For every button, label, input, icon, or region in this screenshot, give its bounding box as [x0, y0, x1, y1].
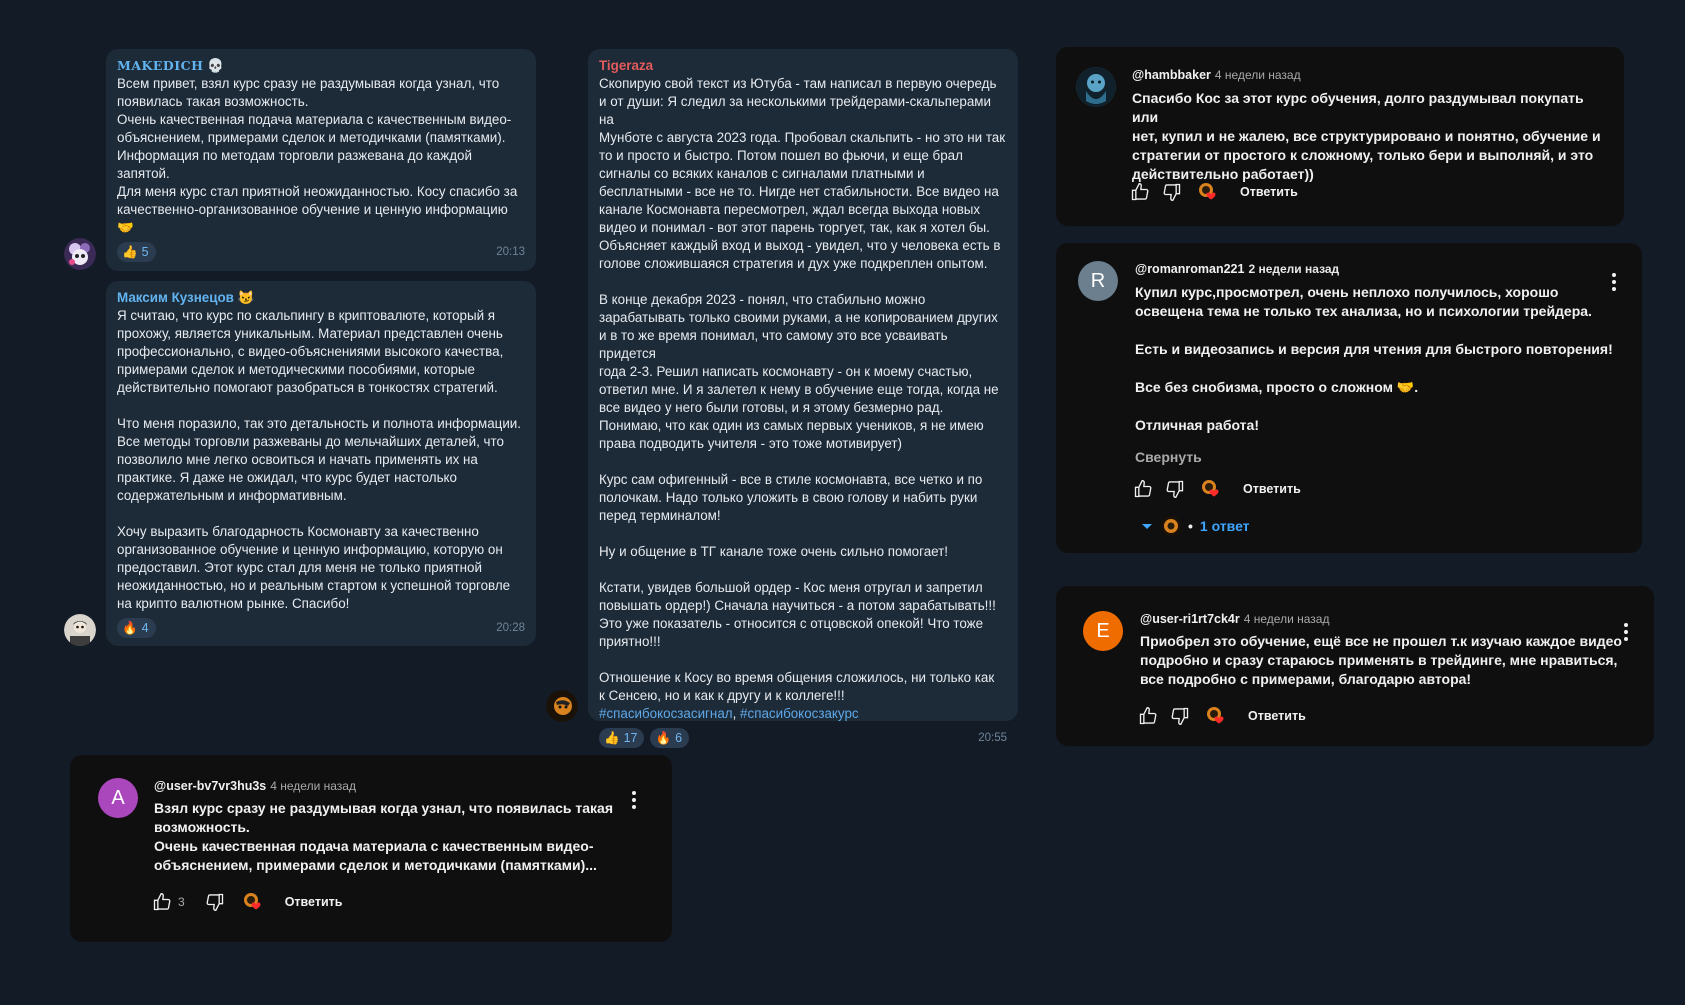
handshake-emoji: 🤝: [117, 220, 134, 235]
fire-emoji-icon: 🔥: [122, 621, 138, 635]
avatar-user-ri1rt7ck4r[interactable]: E: [1083, 611, 1123, 651]
like-button[interactable]: [1131, 477, 1155, 501]
reaction-count: 17: [623, 731, 638, 745]
comment-header: [154, 779, 356, 793]
message-text: Всем привет, взял курс сразу не раздумывая когда узнал, что появилась такая возможность. Очень качественная подача материала с качественным видео- объяснением, примерами сделок и методичками (памятками). Информация по методам торговли разжевана до каждой запятой. Для меня курс стал приятной неожиданностью. Косу спасибо за качественно-организованное обучение и ценную информацию: [117, 76, 518, 217]
comment-text: Купил курс,просмотрел, очень неплохо получилось, хорошо освещена тема не только тех анализа, но и психологии трейдера. Есть и видеозапись и версия для чтения для быстрого повторения! Все без снобизма, просто о сложном 🤝. Отличная работа!: [1135, 284, 1613, 433]
replies-toggle[interactable]: [1140, 516, 1250, 536]
hashtag-separator: ,: [732, 706, 741, 721]
comment-actions: [1128, 180, 1298, 204]
comment-text: Приобрел это обучение, ещё все не прошел т.к изучаю каждое видео подробно и сразу стараюсь применять в трейдинге, мне нравиться, все подробно с примерами, благодарю автора!: [1140, 633, 1622, 687]
dislike-button[interactable]: [1168, 704, 1192, 728]
like-button[interactable]: [1128, 180, 1152, 204]
message-author[interactable]: [117, 289, 525, 307]
cat-emoji-icon: 😼: [237, 290, 255, 305]
creator-heart-icon: [241, 890, 265, 914]
thumbs-up-emoji-icon: 👍: [604, 731, 620, 745]
avatar-tigeraza[interactable]: [546, 690, 578, 722]
message-bubble-maksim: [106, 281, 536, 646]
comment-text: Спасибо Кос за этот курс обучения, долго раздумывал покупать или нет, купил и не жалею, все структурировано и понятно, обучение и стратегии от простого к сложному, только бери и выполняй, и это действительно работает)): [1132, 90, 1601, 182]
like-count: 3: [178, 895, 185, 909]
hashtag-link[interactable]: #спасибокосзакурс: [740, 706, 859, 721]
handshake-emoji: 🤝: [1396, 379, 1415, 395]
author-name: Максим Кузнецов: [117, 290, 234, 305]
dislike-button[interactable]: [1160, 180, 1184, 204]
thumbs-up-emoji-icon: 👍: [122, 245, 138, 259]
comment-body: Купил курс,просмотрел, очень неплохо получилось, хорошо освещена тема не только тех анализа, но и психологии трейдера. Есть и видеозапись и версия для чтения для быстрого повторения! Все без снобизма, просто о сложном: [1135, 284, 1613, 395]
yt-comment-card: [1056, 47, 1624, 226]
comment-author[interactable]: @user-ri1rt7ck4r: [1140, 612, 1240, 626]
comment-time[interactable]: 4 недели назад: [1243, 612, 1330, 626]
avatar-hambbaker[interactable]: [1076, 67, 1116, 107]
bullet-separator: •: [1188, 518, 1193, 534]
thumbs-up-icon: [152, 892, 172, 912]
comment-text: Взял курс сразу не раздумывая когда узнал, что появилась такая возможность. Очень качественная подача материала с качественным видео- объяснением, примерами сделок и методичками (памятками)...: [154, 800, 613, 873]
reaction-fire[interactable]: [117, 618, 156, 638]
comment-time[interactable]: 4 недели назад: [1214, 68, 1301, 82]
yt-comment-card: [1056, 586, 1654, 746]
thumbs-up-icon: [1130, 182, 1150, 202]
message-text: Я считаю, что курс по скальпингу в криптовалюте, который я прохожу, является уникальным. Материал представлен очень профессионально, с видео-объяснениями высокого качества, примерами сделок и методическими пособиями, которые действительно помогают разобраться в тонкостях стратегий. Что меня поразило, так это детальность и полнота информации. Все методы торговли разжеваны до мельчайших деталей, что позволило мне легко освоиться и начать применять их на практике. Я даже не ожидал, что курс будет настолько содержательным и информативным. Хочу выразить благодарность Космонавту за качественно организованное обучение и ценную информацию, которую он предоставил. Этот курс стал для меня не только приятной неожиданностью, но и реальным стартом к успешной торговле на крипто валютном рынке. Спасибо!: [117, 308, 522, 611]
comment-time[interactable]: 2 недели назад: [1248, 262, 1340, 276]
message-time: 20:55: [978, 732, 1007, 744]
author-name: Tigeraza: [599, 58, 654, 73]
dislike-button[interactable]: [203, 890, 227, 914]
comment-header: [1140, 612, 1329, 626]
avatar-makedich[interactable]: [64, 238, 96, 270]
hashtag-link[interactable]: #спасибокосзасигнал: [599, 706, 733, 721]
hashtags: [599, 705, 1007, 723]
thumbs-down-icon: [1162, 182, 1182, 202]
comment-time[interactable]: 4 недели назад: [270, 779, 356, 793]
avatar-maksim-kuznetsov[interactable]: [64, 614, 96, 646]
thumbs-up-icon: [1133, 479, 1153, 499]
replies-count: 1 ответ: [1199, 518, 1250, 534]
message-bubble-makedich: [106, 49, 536, 271]
thumbs-down-icon: [1165, 479, 1185, 499]
comment-actions: [1131, 477, 1301, 501]
message-time: 20:28: [496, 622, 525, 634]
reaction-count: 6: [675, 731, 683, 745]
chevron-down-icon: [1140, 519, 1154, 533]
thumbs-down-icon: [1170, 706, 1190, 726]
message-text: Скопирую свой текст из Ютуба - там написал в первую очередь и от души: Я следил за несколькими трейдерами-скальперами на Мунботе с августа 2023 года. Пробовал скальпить - но это ни так то и просто и быстро. Потом пошел во фьючи, и еще брал сигналы со всяких каналов с сигналами платными и бесплатными - все не то. Нигде нет стабильности. Все видео на канале Космонавта пересмотрел, ждал всегда выхода новых видео и понимал - вот этот парень торгует, так, как я хотел бы. Объясняет каждый вход и выход - увидел, что у человека есть в голове сложившаяся стратегия и дух уже подкреплен опытом. В конце декабря 2023 - понял, что стабильно можно зарабатывать только своими руками, а не копированием других и в то же время понимал, что самому это все усваивать придется года 2-3. Решил написать космонавту - он к моему счастью, ответил мне. И я залетел к нему в обучение еще тогда, когда не все видео у него были готовы, и я этому безмерно рад. Понимаю, что как один из самых первых учеников, я не имею права подводить учителя - это тоже мотивирует) Курс сам офигенный - все в стиле космонавта, все четко и по полочкам. Надо только уложить в свою голову и набить руки перед терминалом! Ну и общение в ТГ канале тоже очень сильно помогает! Кстати, увидев большой ордер - Кос меня отругал и запретил повышать ордер!) Сначала научиться - а потом зарабатывать!!! Это уже показатель - относится с отцовской опекой! Что тоже приятно!!! Отношение к Косу во время общения сложилось, ни только как к Сенсею, но и как к другу и к коллеге!!!: [599, 76, 1006, 703]
thumbs-up-icon: [1138, 706, 1158, 726]
collapse-button[interactable]: Свернуть: [1135, 449, 1202, 465]
yt-comment-card: [70, 755, 672, 942]
creator-heart-icon: [1196, 180, 1220, 204]
yt-comment-card: [1056, 243, 1642, 553]
skull-emoji-icon: 💀: [207, 58, 224, 73]
reaction-count: 5: [141, 245, 149, 259]
comment-header: [1135, 262, 1339, 276]
reply-button[interactable]: Ответить: [1240, 185, 1298, 199]
comment-header: [1132, 68, 1301, 82]
fire-emoji-icon: 🔥: [655, 731, 672, 745]
reply-button[interactable]: Ответить: [1248, 709, 1306, 723]
comment-author[interactable]: @romanroman221: [1135, 262, 1245, 276]
avatar-user-bv7vr3hu3s[interactable]: A: [98, 778, 138, 818]
comment-author[interactable]: @hambbaker: [1132, 68, 1211, 82]
comment-body-tail: Отличная работа!: [1135, 417, 1259, 433]
message-bubble-tigeraza: [588, 49, 1018, 745]
reply-button[interactable]: Ответить: [1243, 482, 1301, 496]
dislike-button[interactable]: [1163, 477, 1187, 501]
reaction-fire[interactable]: [650, 728, 689, 748]
comment-actions: [150, 890, 342, 914]
message-author[interactable]: [599, 57, 1007, 75]
message-time: 20:13: [496, 246, 525, 258]
thumbs-down-icon: [205, 892, 225, 912]
like-button[interactable]: [1136, 704, 1160, 728]
message-author[interactable]: [117, 57, 525, 75]
reaction-thumbs-up[interactable]: [599, 728, 644, 748]
reaction-thumbs-up[interactable]: [117, 242, 156, 262]
avatar-romanroman221[interactable]: R: [1078, 261, 1118, 301]
creator-heart-icon: [1199, 477, 1223, 501]
creator-heart-icon: [1204, 704, 1228, 728]
reply-button[interactable]: Ответить: [284, 895, 343, 909]
author-name: MAKEDICH: [117, 58, 204, 73]
like-button[interactable]: [150, 890, 174, 914]
comment-author[interactable]: @user-bv7vr3hu3s: [154, 779, 267, 793]
reaction-count: 4: [141, 621, 149, 635]
comment-actions: [1136, 704, 1306, 728]
creator-avatar-icon: [1161, 516, 1181, 536]
